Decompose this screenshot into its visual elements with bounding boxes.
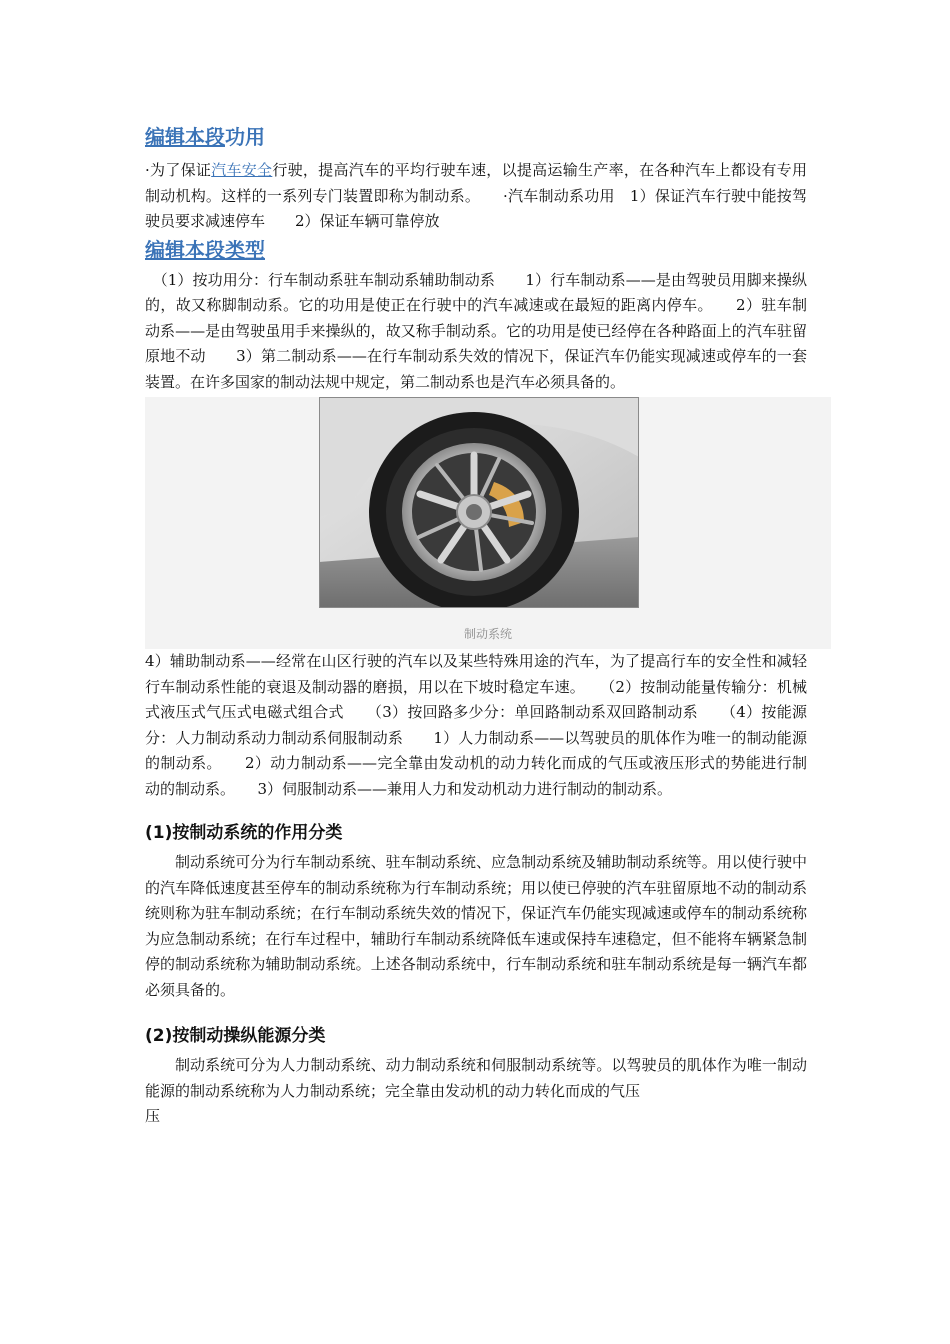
by-function-paragraph: 制动系统可分为行车制动系统、驻车制动系统、应急制动系统及辅助制动系统等。用以使行驶中的汽车降低速度甚至停车的制动系统称为行车制动系统；用以使已停驶的汽车驻留原地不动的制动系统则称为驻车制动系统；在行车制动系统失效的情况下，保证汽车仍能实现减速或停车的制动系统称为应急制动系统；在行车过程中，辅助行车制动系统降低车速或保持车速稳定，但不能将车辆紧急制停的制动系统称为辅助制动系统。上述各制动系统中，行车制动系统和驻车制动系统是每一辆汽车都必须具备的。	[145, 853, 807, 999]
by-energy-paragraph: 制动系统可分为人力制动系统、动力制动系统和伺服制动系统等。以驾驶员的肌体作为唯一制动能源的制动系统称为人力制动系统；完全靠由发动机的动力转化而成的气压	[145, 1056, 807, 1100]
car-safety-link[interactable]: 汽车安全	[211, 161, 273, 179]
section-title: 功用	[225, 125, 265, 149]
types-paragraph-1: （1）按功用分：行车制动系驻车制动系辅助制动系 1）行车制动系——是由驾驶员用脚来操纵的，故又称脚制动系。它的功用是使正在行驶中的汽车减速或在最短的距离内停车。 2）驻车制动系——是由驾驶虽用手来操纵的，故又称手制动系。它的功用是使已经停在各种路面上的汽车驻留原地不动 3）第二制动系——在行车制动系失效的情况下，保证汽车仍能实现减速或停车的一套装置。在许多国家的制动法规中规定，第二制动系也是汽车必须具备的。	[145, 270, 807, 391]
by-energy-paragraph-end: 压	[145, 1107, 161, 1125]
subheading-by-energy: (2)按制动操纵能源分类	[145, 1026, 326, 1046]
function-paragraph: ·为了保证汽车安全行驶，提高汽车的平均行驶车速，以提高运输生产率，在各种汽车上都设有专用制动机构。这样的一系列专门装置即称为制动系。 ·汽车制动系功用 1）保证汽车行驶中能按驾驶员要求减速停车 2）保证车辆可靠停放	[145, 161, 807, 230]
section-heading-function	[145, 122, 807, 152]
edit-section-link[interactable]: 编辑本段	[145, 237, 225, 262]
brake-wheel-photo	[319, 397, 639, 608]
figure-block	[145, 397, 831, 649]
edit-section-link[interactable]: 编辑本段	[145, 125, 225, 149]
figure-caption: 制动系统	[463, 627, 512, 641]
document-page	[145, 122, 807, 1130]
subheading-by-function: (1)按制动系统的作用分类	[145, 823, 343, 843]
types-paragraph-2: 4）辅助制动系——经常在山区行驶的汽车以及某些特殊用途的汽车，为了提高行车的安全性和减轻行车制动系性能的衰退及制动器的磨损，用以在下坡时稳定车速。 （2）按制动能量传输分：机械式液压式气压式电磁式组合式 （3）按回路多少分：单回路制动系双回路制动系 （4）按能源分：人力制动系动力制动系伺服制动系 1）人力制动系——以驾驶员的肌体作为唯一的制动能源的制动系。 2）动力制动系——完全靠由发动机的动力转化而成的气压或液压形式的势能进行制动的制动系。 3）伺服制动系——兼用人力和发动机动力进行制动的制动系。	[145, 652, 807, 798]
section-heading-types	[145, 235, 807, 265]
section-title: 类型	[225, 237, 265, 262]
